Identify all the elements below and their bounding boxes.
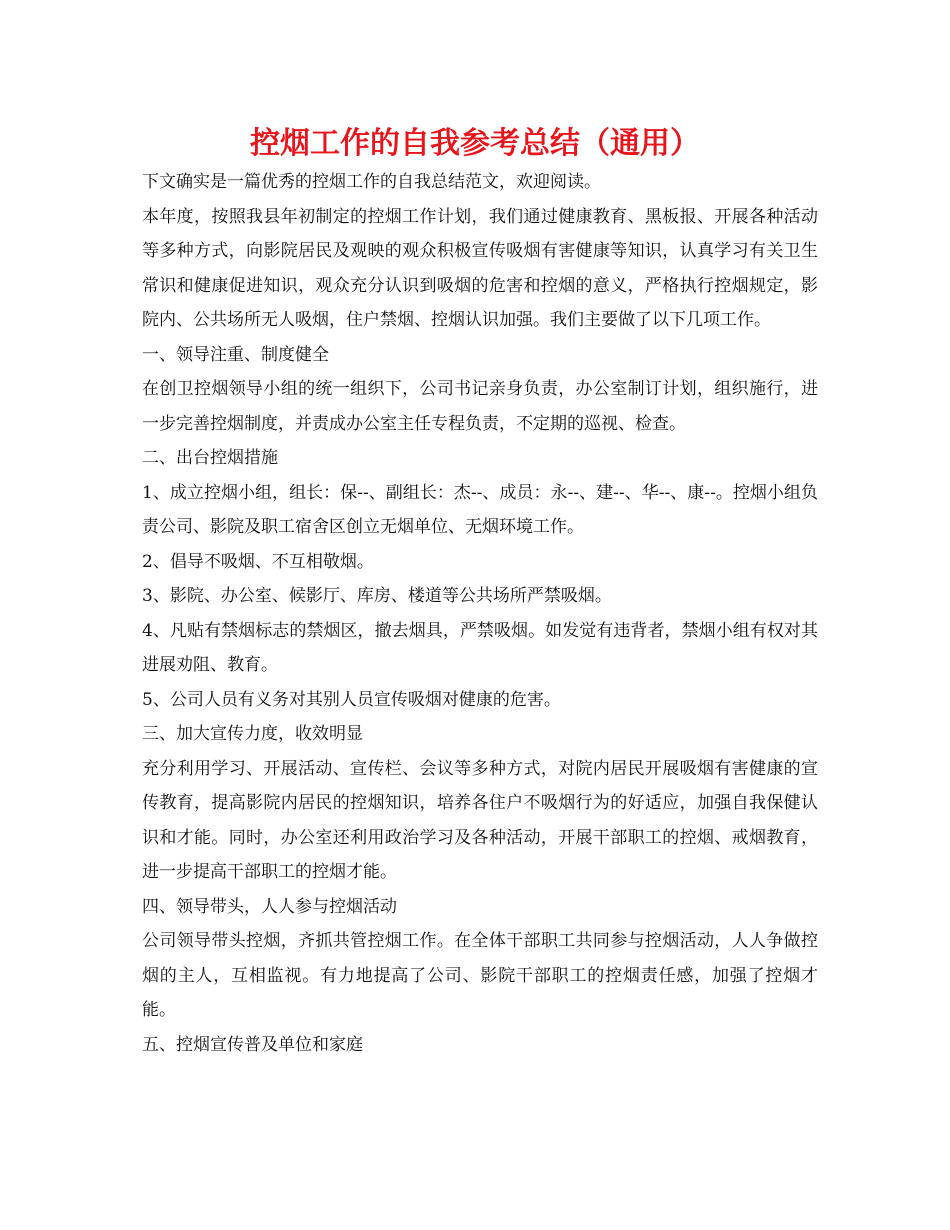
- paragraph-section-4: 公司领导带头控烟，齐抓共管控烟工作。在全体干部职工共同参与控烟活动，人人争做控烟的主人，互相监视。有力地提高了公司、影院干部职工的控烟责任感，加强了控烟才能。: [142, 931, 818, 1020]
- paragraph-overview: 本年度，按照我县年初制定的控烟工作计划，我们通过健康教育、黑板报、开展各种活动等多种方式，向影院居民及观映的观众积极宣传吸烟有害健康等知识，认真学习有关卫生常识和健康促进知识，观众充分认识到吸烟的危害和控烟的意义，严格执行控烟规定，影院内、公共场所无人吸烟，住户禁烟、控烟认识加强。我们主要做了以下几项工作。: [142, 206, 818, 330]
- list-item-5: 5、公司人员有义务对其别人员宣传吸烟对健康的危害。: [142, 689, 561, 710]
- list-item-1: 1、成立控烟小组，组长：保--、副组长：杰--、成员：永--、建--、华--、康--。控烟小组负责公司、影院及职工宿舍区创立无烟单位、无烟环境工作。: [142, 482, 818, 537]
- section-heading-4: 四、领导带头，人人参与控烟活动: [142, 896, 397, 917]
- section-heading-5: 五、控烟宣传普及单位和家庭: [142, 1034, 363, 1055]
- section-heading-2: 二、出台控烟措施: [142, 448, 278, 468]
- section-heading-3: 三、加大宣传力度，收效明显: [142, 724, 363, 744]
- section-heading-1: 一、领导注重、制度健全: [142, 344, 329, 365]
- paragraph-intro: 下文确实是一篇优秀的控烟工作的自我总结范文，欢迎阅读。: [142, 172, 601, 192]
- list-item-4: 4、凡贴有禁烟标志的禁烟区，撤去烟具，严禁吸烟。如发觉有违背者，禁烟小组有权对其进展劝阻、教育。: [142, 620, 818, 675]
- document-title: 控烟工作的自我参考总结（通用）: [250, 126, 700, 161]
- list-item-3: 3、影院、办公室、候影厅、库房、楼道等公共场所严禁吸烟。: [142, 586, 612, 606]
- list-item-2: 2、倡导不吸烟、不互相敬烟。: [142, 551, 374, 572]
- paragraph-section-3: 充分利用学习、开展活动、宣传栏、会议等多种方式，对院内居民开展吸烟有害健康的宣传教育，提高影院内居民的控烟知识，培养各住户不吸烟行为的好适应，加强自我保健认识和才能。同时，办公室还利用政治学习及各种活动，开展干部职工的控烟、戒烟教育，进一步提高干部职工的控烟才能。: [142, 758, 818, 882]
- document-body: [142, 165, 818, 1062]
- paragraph-section-1: 在创卫控烟领导小组的统一组织下，公司书记亲身负责，办公室制订计划，组织施行，进一步完善控烟制度，并责成办公室主任专程负责，不定期的巡视、检查。: [142, 379, 818, 434]
